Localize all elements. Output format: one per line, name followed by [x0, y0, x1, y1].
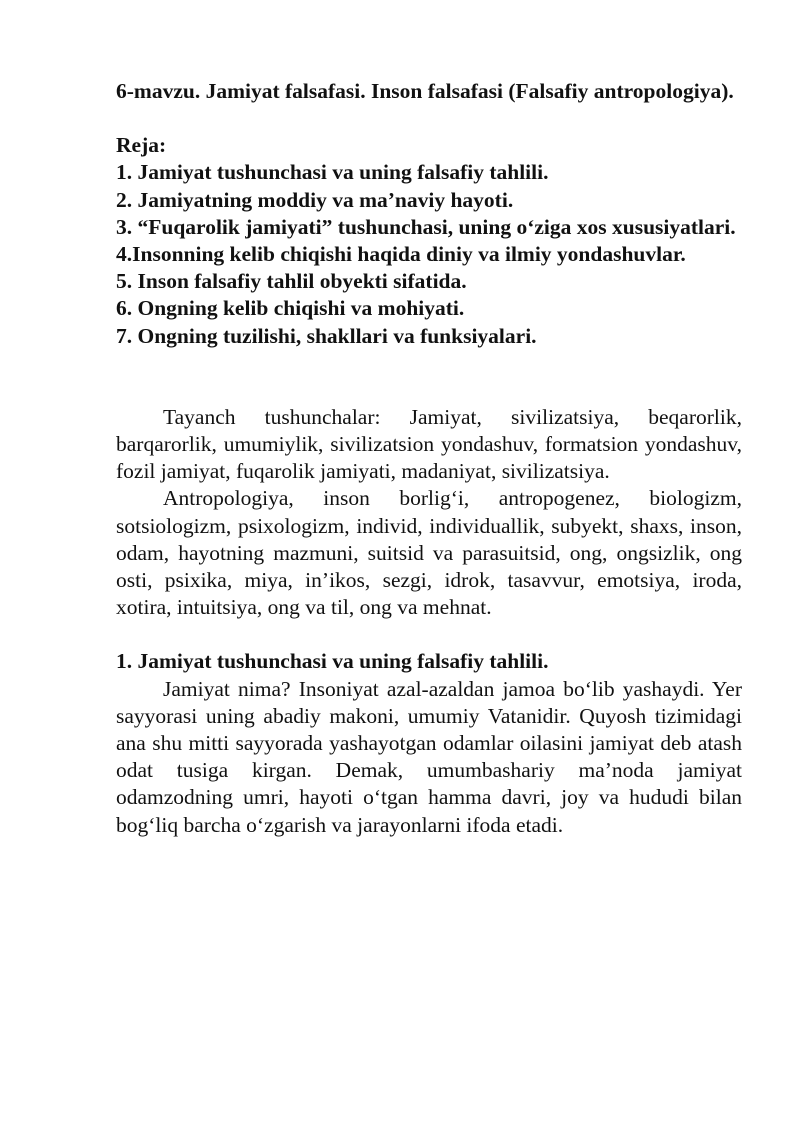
plan-item: 2. Jamiyatning moddiy va ma’naviy hayoti.	[116, 187, 514, 212]
document-title: 6-mavzu. Jamiyat falsafasi. Inson falsafasi (Falsafiy antropologiya).	[116, 79, 734, 103]
plan-item: 5. Inson falsafiy tahlil obyekti sifatida.	[116, 269, 467, 294]
plan-item: 7. Ongning tuzilishi, shakllari va funksiyalari.	[116, 323, 537, 348]
key-concepts-paragraph: Tayanch tushunchalar: Jamiyat, sivilizatsiya, beqarorlik, barqarorlik, umumiylik, sivilizatsion yondashuv, formatsion yondashuv, fozil jamiyat, fuqarolik jamiyati, madaniyat, sivilizatsiya.	[116, 404, 742, 484]
spacer	[116, 350, 742, 404]
plan-item: 1. Jamiyat tushunchasi va uning falsafiy tahlili.	[116, 160, 549, 185]
section-heading: 1. Jamiyat tushunchasi va uning falsafiy tahlili.	[116, 649, 549, 674]
plan-list	[116, 159, 742, 349]
plan-heading: Reja:	[116, 133, 167, 158]
section-paragraph: Jamiyat nima? Insoniyat azal-azaldan jamoa bo‘lib yashaydi. Yer sayyorasi uning abadiy makoni, umumiy Vatanidir. Quyosh tizimidagi ana shu mitti sayyorada yashayotgan odamlar oilasini jamiyat deb atash odat tusiga kirgan. Demak, umumbashariy ma’noda jamiyat odamzodning umri, hayoti o‘tgan hamma davri, joy va hududi bilan bog‘liq barcha o‘zgarish va jarayonlarni ifoda etadi.	[116, 676, 742, 837]
document-page	[116, 78, 742, 839]
plan-item: 3. “Fuqarolik jamiyati” tushunchasi, uning o‘ziga xos xususiyatlari.	[116, 214, 736, 239]
plan-item: 6. Ongning kelib chiqishi va mohiyati.	[116, 296, 465, 321]
plan-item: 4.Insonning kelib chiqishi haqida diniy va ilmiy yondashuvlar.	[116, 242, 686, 267]
key-concepts-paragraph: Antropologiya, inson borlig‘i, antropogenez, biologizm, sotsiologizm, psixologizm, individ, individuallik, subyekt, shaxs, inson, odam, hayotning mazmuni, suitsid va parasuitsid, ong, ongsizlik, ong osti, psixika, miya, in’ikos, sezgi, idrok, tasavvur, emotsiya, iroda, xotira, intuitsiya, ong va til, ong va mehnat.	[116, 486, 742, 620]
